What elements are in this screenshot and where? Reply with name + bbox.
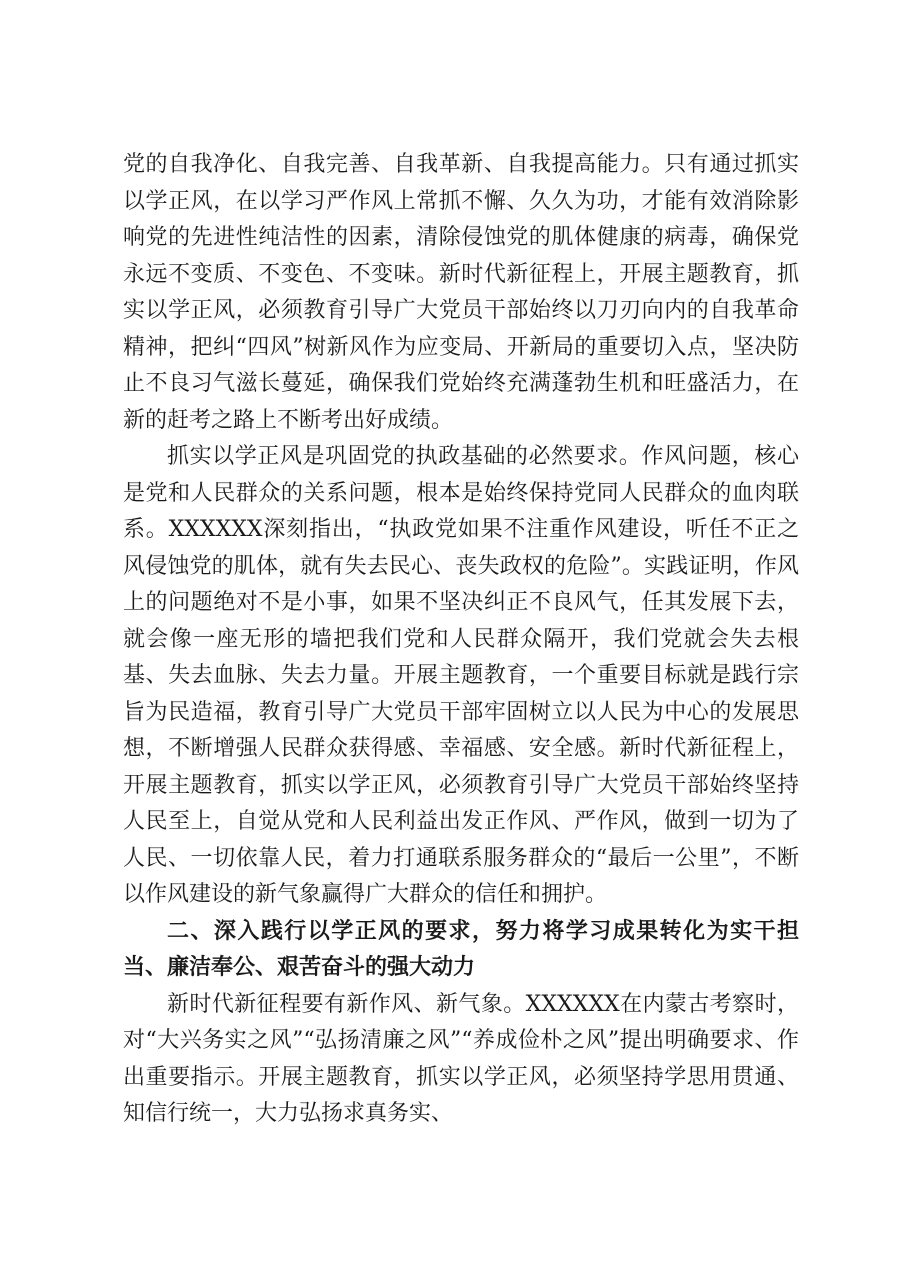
body-paragraph-continued: 党的自我净化、自我完善、自我革新、自我提高能力。只有通过抓实以学正风，在以学习严作风上常抓不懈、久久为功，才能有效消除影响党的先进性纯洁性的因素，清除侵蚀党的肌体健康的病毒，确保党永远不变质、不变色、不变味。新时代新征程上，开展主题教育，抓实以学正风，必须教育引导广大党员干部始终以刀刃向内的自我革命精神，把纠“四风”树新风作为应变局、开新局的重要切入点，坚决防止不良习气滋长蔓延，确保我们党始终充满蓬勃生机和旺盛活力，在新的赶考之路上不断考出好成绩。 — [123, 152, 799, 433]
body-paragraph-governance-foundation: 抓实以学正风是巩固党的执政基础的必然要求。作风问题，核心是党和人民群众的关系问题，根本是始终保持党同人民群众的血肉联系。XXXXXX深刻指出，“执政党如果不注重作风建设，听任不正之风侵蚀党的肌体，就有失去民心、丧失政权的危险”。实践证明，作风上的问题绝对不是小事，如果不坚决纠正不良风气，任其发展下去，就会像一座无形的墙把我们党和人民群众隔开，我们党就会失去根基、失去血脉、失去力量。开展主题教育，一个重要目标就是践行宗旨为民造福，教育引导广大党员干部牢固树立以人民为中心的发展思想，不断增强人民群众获得感、幸福感、安全感。新时代新征程上，开展主题教育，抓实以学正风，必须教育引导广大党员干部始终坚持人民至上，自觉从党和人民利益出发正作风、严作风，做到一切为了人民、一切依靠人民，着力打通联系服务群众的“最后一公里”，不断以作风建设的新气象赢得广大群众的信任和拥护。 — [123, 444, 799, 907]
section-heading-two: 二、深入践行以学正风的要求，努力将学习成果转化为实干担当、廉洁奉公、艰苦奋斗的强大动力 — [123, 918, 799, 980]
document-page — [123, 147, 799, 1133]
body-paragraph-new-style: 新时代新征程要有新作风、新气象。XXXXXX在内蒙古考察时，对“大兴务实之风”“弘扬清廉之风”“养成俭朴之风”提出明确要求、作出重要指示。开展主题教育，抓实以学正风，必须坚持学思用贯通、知信行统一，大力弘扬求真务实、 — [123, 991, 799, 1126]
